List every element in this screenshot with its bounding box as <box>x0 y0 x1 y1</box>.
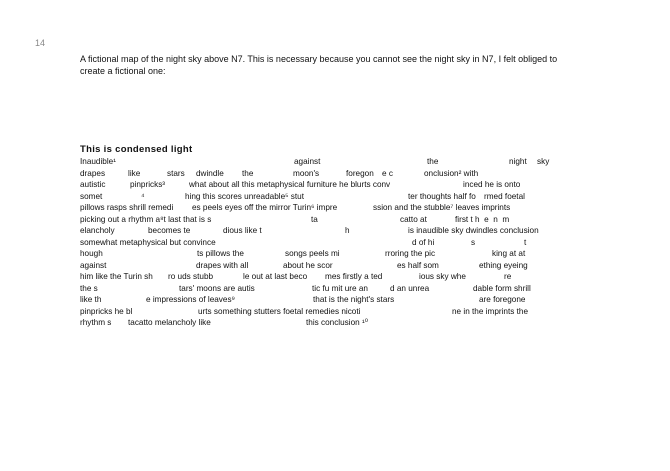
poem-fragment: mes firstly a ted <box>325 272 383 281</box>
poem-fragment: Inaudible¹ <box>80 157 116 166</box>
poem-fragment: songs peels mi <box>285 249 340 258</box>
poem-fragment: drapes with all <box>196 260 249 270</box>
poem-fragment: foregon <box>346 168 374 178</box>
poem-fragment: t <box>524 237 527 247</box>
poem-fragment: dable form shrill <box>473 283 531 293</box>
poem-fragment: sky <box>537 157 550 166</box>
poem-line <box>80 294 540 306</box>
page-number: 14 <box>35 38 46 48</box>
poem-line <box>80 225 540 237</box>
poem-fragment: the s <box>80 283 98 293</box>
poem-line <box>80 168 540 180</box>
poem-fragment: hing this scores unreadable⁵ stut <box>185 191 304 201</box>
poem-line <box>80 317 540 329</box>
poem-fragment: is inaudible sky dwindles conclusion <box>408 226 539 235</box>
poem-fragment: pillows rasps shrill remedi <box>80 203 174 212</box>
poem-fragment: d of hi <box>412 237 435 247</box>
poem-fragment: rroring the pic <box>385 249 436 258</box>
poem-fragment: h <box>345 226 350 235</box>
poem-body <box>80 156 550 329</box>
poem-title: This is condensed light <box>80 144 193 155</box>
poem-fragment: tacatto melancholy like <box>128 318 211 327</box>
poem-line <box>80 271 540 283</box>
poem-line <box>80 237 540 249</box>
poem-fragment: picking out a rhythm a⁸t last that is s <box>80 214 212 224</box>
poem-fragment: night <box>509 157 527 166</box>
poem-fragment: pinpricks he bl <box>80 306 133 316</box>
poem-fragment: against <box>80 260 107 270</box>
poem-line <box>80 179 540 191</box>
poem-fragment: ssion and the stubble⁷ leaves imprints <box>373 203 511 212</box>
poem-fragment: s <box>471 237 476 247</box>
poem-fragment: stars <box>167 168 185 178</box>
poem-fragment: ts pillows the <box>197 249 244 258</box>
poem-fragment: becomes te <box>148 226 191 235</box>
poem-fragment: dwindle <box>196 168 224 178</box>
poem-fragment: e impressions of leaves⁹ <box>146 295 236 304</box>
poem-fragment: that is the night's stars <box>313 295 395 304</box>
poem-fragment: him like the Turin sh <box>80 272 153 281</box>
poem-fragment: ething eyeing <box>479 260 528 270</box>
poem-fragment: first t h e n m <box>455 214 510 224</box>
poem-fragment: le out at last beco <box>243 272 308 281</box>
poem-fragment: the <box>242 168 254 178</box>
poem-fragment: hough <box>80 249 103 258</box>
poem-fragment: es half som <box>397 260 439 270</box>
poem-fragment: somewhat metaphysical but convince <box>80 237 216 247</box>
poem-fragment: rmed foetal <box>484 191 525 201</box>
poem-fragment: what about all this metaphysical furniture he blurts conv <box>189 180 391 189</box>
poem-fragment: this conclusion ¹⁰ <box>306 318 368 327</box>
poem-fragment: elancholy <box>80 226 115 235</box>
poem-fragment: like th <box>80 295 102 304</box>
poem-fragment: inced he is onto <box>463 180 521 189</box>
poem-fragment: drapes <box>80 168 106 178</box>
poem-fragment: king at at <box>492 249 526 258</box>
poem-fragment: against <box>294 157 321 166</box>
poem-line <box>80 202 540 214</box>
poem-fragment: somet <box>80 191 103 201</box>
poem-line <box>80 283 540 295</box>
poem-line <box>80 306 540 318</box>
poem-fragment: ious sky whe <box>419 272 466 281</box>
poem-fragment: ro uds stubb <box>168 272 214 281</box>
poem-fragment: d an unrea <box>390 283 430 293</box>
poem-fragment: are foregone <box>479 295 526 304</box>
poem-fragment: ter thoughts half fo <box>408 191 476 201</box>
poem-line <box>80 248 540 260</box>
poem-line <box>80 260 540 272</box>
poem-fragment: the <box>427 157 439 166</box>
poem-fragment: autistic <box>80 180 106 189</box>
poem-fragment: catto at <box>400 214 427 224</box>
poem-fragment: moon's <box>293 168 320 178</box>
poem-fragment: es peels eyes off the mirror Turin⁶ impre <box>192 203 338 212</box>
poem-fragment: tic fu mit ure an <box>312 283 368 293</box>
poem-fragment: like <box>128 168 141 178</box>
poem-fragment: ta <box>311 214 318 224</box>
poem-fragment: e c <box>382 168 393 178</box>
poem-fragment: rhythm s <box>80 318 112 327</box>
poem-fragment: tars' moons are autis <box>179 283 255 293</box>
poem-line <box>80 214 540 226</box>
poem-fragment: dious like t <box>223 226 262 235</box>
poem-fragment: ⁴ <box>141 191 145 201</box>
poem-fragment: onclusion² with <box>424 168 479 178</box>
poem-line <box>80 191 540 203</box>
poem-fragment: re <box>504 272 512 281</box>
poem-line <box>80 156 550 168</box>
intro-paragraph: A fictional map of the night sky above N7. This is necessary because you cannot see the night sky in N7, I felt obliged to create a fictional one: <box>80 54 558 76</box>
poem-fragment: about he scor <box>283 260 333 270</box>
poem-fragment: urts something stutters foetal remedies nicoti <box>198 306 361 316</box>
poem-fragment: ne in the imprints the <box>452 306 529 316</box>
poem-fragment: pinpricks³ <box>130 180 166 189</box>
